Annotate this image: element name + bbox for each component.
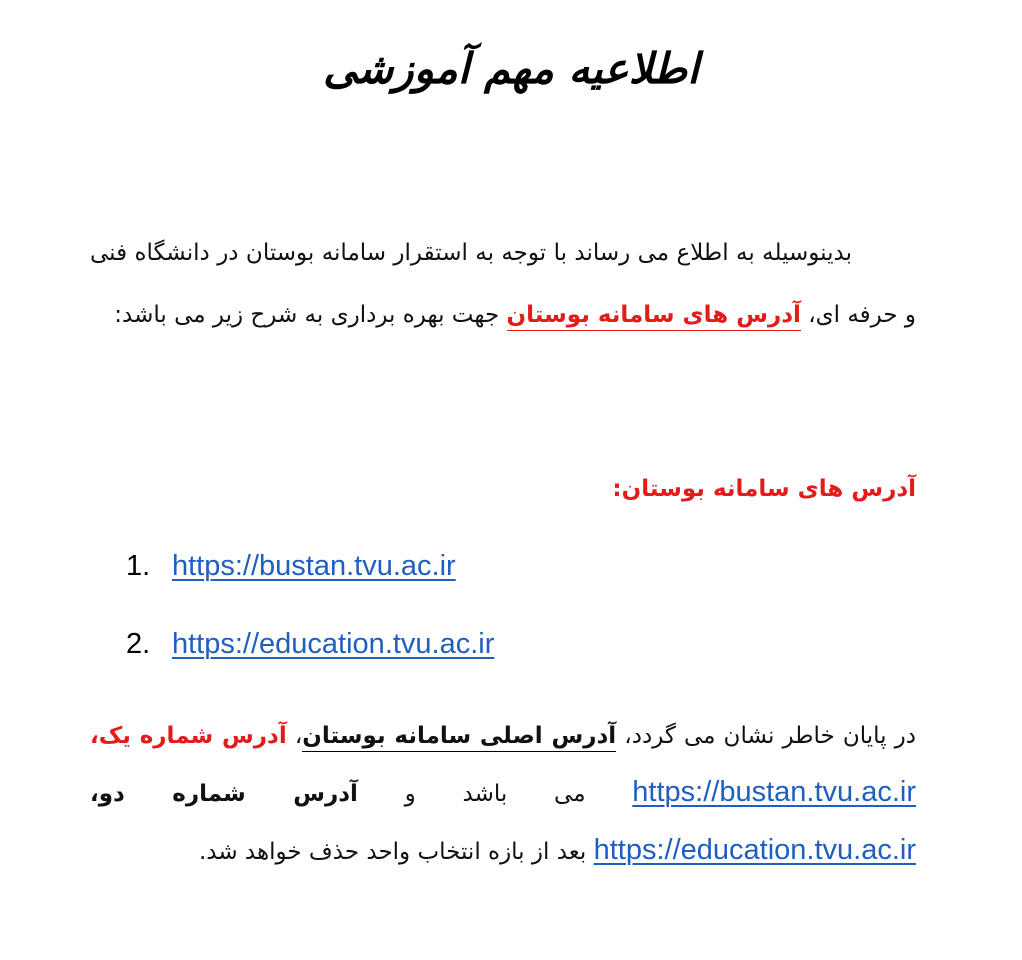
closing-text-end: بعد از بازه انتخاب واحد حذف خواهد شد.	[198, 839, 594, 865]
closing-text-middle: می باشد و	[357, 781, 633, 807]
intro-text-end: جهت بهره برداری به شرح زیر می باشد:	[114, 302, 507, 328]
closing-paragraph	[90, 708, 916, 880]
intro-text-start: بدینوسیله به اطلاع می رساند با توجه به استقرار سامانه بوستان در دانشگاه فنی و حرفه ای،	[90, 240, 916, 328]
intro-paragraph	[90, 222, 916, 346]
list-number: 1.	[126, 550, 151, 582]
intro-highlight: آدرس های سامانه بوستان	[507, 302, 801, 331]
address-one-label: آدرس شماره یک،	[90, 723, 287, 749]
main-address-label: آدرس اصلی سامانه بوستان	[302, 723, 616, 752]
page-title: اطلاعیه مهم آموزشی	[323, 44, 699, 93]
list-item	[126, 546, 726, 624]
address-two-label: آدرس شماره دو،	[90, 781, 358, 807]
closing-education-link[interactable]: https://education.tvu.ac.ir	[593, 834, 916, 866]
closing-comma: ،	[286, 723, 303, 749]
closing-text-start: در پایان خاطر نشان می گردد،	[616, 723, 916, 749]
education-link[interactable]: https://education.tvu.ac.ir	[172, 628, 495, 660]
addresses-heading: آدرس های سامانه بوستان:	[612, 476, 916, 502]
list-item	[126, 624, 726, 702]
bustan-link[interactable]: https://bustan.tvu.ac.ir	[172, 550, 456, 582]
list-number: 2.	[126, 628, 151, 660]
address-list	[126, 546, 726, 702]
closing-bustan-link[interactable]: https://bustan.tvu.ac.ir	[632, 776, 916, 808]
